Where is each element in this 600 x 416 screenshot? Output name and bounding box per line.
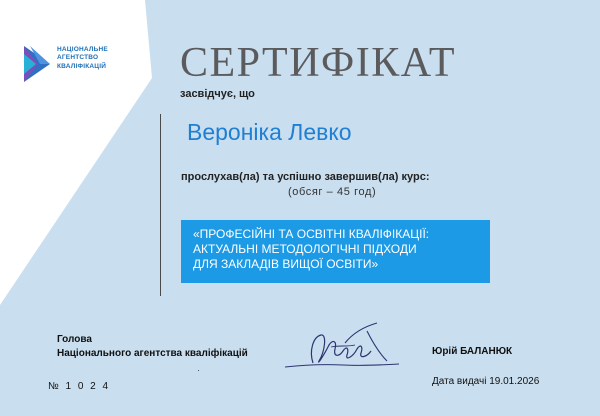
recipient-name: Вероніка Левко [187, 119, 352, 145]
certifies-text: засвідчує, що [180, 88, 255, 100]
signatory-position [57, 333, 248, 361]
organization-name [57, 46, 137, 71]
handwritten-signature [283, 321, 401, 373]
course-title-line: «ПРОФЕСІЙНІ ТА ОСВІТНІ КВАЛІФІКАЦІЇ: [193, 227, 430, 241]
signatory-position-line: Голова [57, 334, 92, 345]
signatory-position-line: Національного агентства кваліфікацій [57, 348, 248, 359]
signatory-name: Юрій БАЛАНЮК [432, 346, 513, 357]
course-hours: (обсяг – 45 год) [288, 186, 377, 198]
organization-logo [20, 44, 130, 88]
course-title-line: ДЛЯ ЗАКЛАДІВ ВИЩОЇ ОСВІТИ» [193, 257, 379, 272]
certificate-number: № 1 0 2 4 [48, 381, 111, 392]
completion-text: прослухав(ла) та успішно завершив(ла) курс: [181, 171, 430, 183]
logo-mark-icon [20, 44, 54, 84]
organization-name-line: КВАЛІФІКАЦІЙ [57, 62, 107, 70]
organization-name-line: НАЦІОНАЛЬНЕ [57, 46, 108, 53]
certificate-title: СЕРТИФІКАТ [180, 40, 457, 86]
issue-date: Дата видачі 19.01.2026 [432, 376, 540, 387]
divider-line [160, 114, 161, 296]
organization-name-line: АГЕНТСТВО [57, 54, 99, 62]
course-title-line: АКТУАЛЬНІ МЕТОДОЛОГІЧНІ ПІДХОДИ [193, 242, 417, 257]
course-title-box [181, 220, 490, 283]
decorative-dot [198, 370, 199, 371]
